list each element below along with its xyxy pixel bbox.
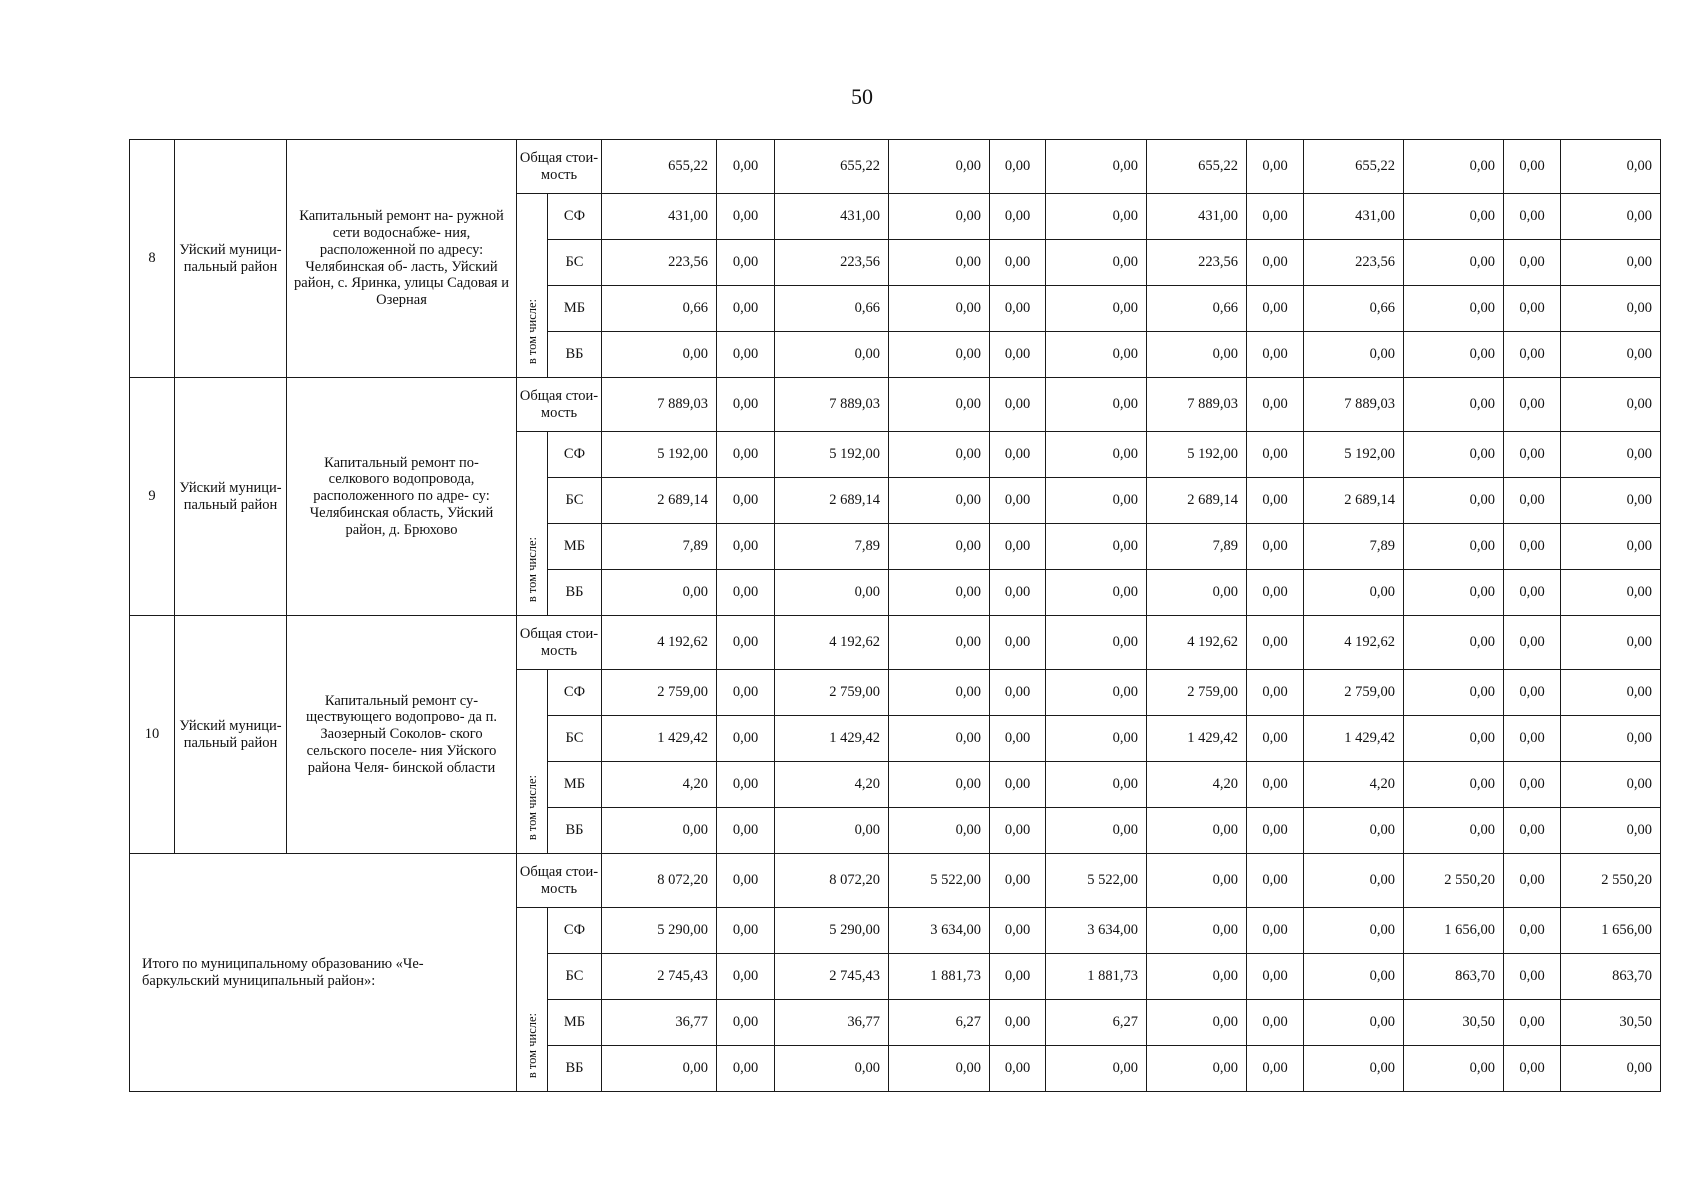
- entry-2-row-2-value-col-5: 0,00: [990, 432, 1046, 478]
- entry-3-row-5-value-col-7: 0,00: [1147, 808, 1247, 854]
- entry-1-row-4-value-col-3: 0,66: [775, 286, 889, 332]
- entry-3-row-2-value-col-1: 2 759,00: [602, 670, 717, 716]
- entry-3-row-2-value-col-7: 2 759,00: [1147, 670, 1247, 716]
- entry-3-row-1-value-col-12: 0,00: [1561, 616, 1661, 670]
- entry-2-row-4-value-col-10: 0,00: [1404, 524, 1504, 570]
- entry-3-row-4-value-col-8: 0,00: [1247, 762, 1304, 808]
- total-row-2-value-col-12: 1 656,00: [1561, 908, 1661, 954]
- funding-source-label: ВБ: [548, 570, 602, 616]
- entry-2-row-4-value-col-3: 7,89: [775, 524, 889, 570]
- total-row-3-value-col-12: 863,70: [1561, 954, 1661, 1000]
- entry-1-row-5-value-col-9: 0,00: [1304, 332, 1404, 378]
- total-row-1-value-col-7: 0,00: [1147, 854, 1247, 908]
- total-cost-label: Общая стои- мость: [517, 378, 602, 432]
- entry-1-row-1-value-col-4: 0,00: [889, 140, 990, 194]
- entry-2-row-4-value-col-6: 0,00: [1046, 524, 1147, 570]
- table-row: [130, 616, 1661, 670]
- total-row-3-value-col-1: 2 745,43: [602, 954, 717, 1000]
- funding-source-label: ВБ: [548, 332, 602, 378]
- total-row-3-value-col-11: 0,00: [1504, 954, 1561, 1000]
- entry-3-row-4-value-col-10: 0,00: [1404, 762, 1504, 808]
- funding-source-label: МБ: [548, 524, 602, 570]
- total-row-5-value-col-8: 0,00: [1247, 1046, 1304, 1092]
- total-row-4-value-col-9: 0,00: [1304, 1000, 1404, 1046]
- funding-source-label: СФ: [548, 432, 602, 478]
- total-cost-label: Общая стои- мость: [517, 616, 602, 670]
- entry-2-row-4-value-col-9: 7,89: [1304, 524, 1404, 570]
- entry-3-row-3-value-col-5: 0,00: [990, 716, 1046, 762]
- total-cost-label: Общая стои- мость: [517, 140, 602, 194]
- total-row-5-value-col-12: 0,00: [1561, 1046, 1661, 1092]
- entry-1-row-5-value-col-3: 0,00: [775, 332, 889, 378]
- entry-1-row-3-value-col-7: 223,56: [1147, 240, 1247, 286]
- entry-3-row-3-value-col-11: 0,00: [1504, 716, 1561, 762]
- funding-source-label: БС: [548, 478, 602, 524]
- entry-district: Уйский муници- пальный район: [175, 378, 287, 616]
- entry-2-row-3-value-col-12: 0,00: [1561, 478, 1661, 524]
- entry-1-row-2-value-col-11: 0,00: [1504, 194, 1561, 240]
- page-number: 50: [851, 84, 873, 109]
- total-row-2-value-col-1: 5 290,00: [602, 908, 717, 954]
- entry-2-row-2-value-col-10: 0,00: [1404, 432, 1504, 478]
- entry-1-row-4-value-col-7: 0,66: [1147, 286, 1247, 332]
- entry-2-row-1-value-col-2: 0,00: [717, 378, 775, 432]
- entry-3-row-2-value-col-2: 0,00: [717, 670, 775, 716]
- entry-2-row-3-value-col-5: 0,00: [990, 478, 1046, 524]
- entry-1-row-2-value-col-4: 0,00: [889, 194, 990, 240]
- budget-table: [129, 139, 1661, 1092]
- entry-3-row-2-value-col-12: 0,00: [1561, 670, 1661, 716]
- entry-1-row-5-value-col-4: 0,00: [889, 332, 990, 378]
- entry-2-row-5-value-col-2: 0,00: [717, 570, 775, 616]
- including-label: в том числе:: [524, 299, 539, 365]
- total-row-5-value-col-7: 0,00: [1147, 1046, 1247, 1092]
- entry-2-row-1-value-col-3: 7 889,03: [775, 378, 889, 432]
- entry-3-row-2-value-col-6: 0,00: [1046, 670, 1147, 716]
- total-row-2-value-col-5: 0,00: [990, 908, 1046, 954]
- funding-source-label: БС: [548, 954, 602, 1000]
- total-row-2-value-col-9: 0,00: [1304, 908, 1404, 954]
- entry-1-row-5-value-col-5: 0,00: [990, 332, 1046, 378]
- entry-3-row-4-value-col-2: 0,00: [717, 762, 775, 808]
- entry-2-row-2-value-col-9: 5 192,00: [1304, 432, 1404, 478]
- entry-2-row-4-value-col-8: 0,00: [1247, 524, 1304, 570]
- entry-2-row-2-value-col-7: 5 192,00: [1147, 432, 1247, 478]
- entry-2-row-4-value-col-5: 0,00: [990, 524, 1046, 570]
- entry-2-row-1-value-col-10: 0,00: [1404, 378, 1504, 432]
- entry-2-row-3-value-col-11: 0,00: [1504, 478, 1561, 524]
- entry-1-row-1-value-col-2: 0,00: [717, 140, 775, 194]
- entry-3-row-4-value-col-5: 0,00: [990, 762, 1046, 808]
- entry-1-row-2-value-col-7: 431,00: [1147, 194, 1247, 240]
- entry-2-row-4-value-col-4: 0,00: [889, 524, 990, 570]
- entry-3-row-1-value-col-8: 0,00: [1247, 616, 1304, 670]
- entry-2-row-4-value-col-7: 7,89: [1147, 524, 1247, 570]
- funding-source-label: СФ: [548, 194, 602, 240]
- entry-2-row-3-value-col-1: 2 689,14: [602, 478, 717, 524]
- entry-3-row-5-value-col-2: 0,00: [717, 808, 775, 854]
- entry-3-row-3-value-col-2: 0,00: [717, 716, 775, 762]
- entry-2-row-1-value-col-7: 7 889,03: [1147, 378, 1247, 432]
- entry-3-row-2-value-col-3: 2 759,00: [775, 670, 889, 716]
- total-row-4-value-col-5: 0,00: [990, 1000, 1046, 1046]
- funding-source-label: МБ: [548, 286, 602, 332]
- entry-3-row-1-value-col-6: 0,00: [1046, 616, 1147, 670]
- total-row-3-value-col-10: 863,70: [1404, 954, 1504, 1000]
- entry-3-row-5-value-col-8: 0,00: [1247, 808, 1304, 854]
- including-label-cell: [517, 908, 548, 1092]
- entry-2-row-3-value-col-8: 0,00: [1247, 478, 1304, 524]
- entry-3-row-2-value-col-9: 2 759,00: [1304, 670, 1404, 716]
- total-row-3-value-col-5: 0,00: [990, 954, 1046, 1000]
- entry-3-row-4-value-col-12: 0,00: [1561, 762, 1661, 808]
- total-row-4-value-col-3: 36,77: [775, 1000, 889, 1046]
- entry-2-row-1-value-col-5: 0,00: [990, 378, 1046, 432]
- entry-3-row-3-value-col-7: 1 429,42: [1147, 716, 1247, 762]
- entry-2-row-3-value-col-4: 0,00: [889, 478, 990, 524]
- total-row-3-value-col-2: 0,00: [717, 954, 775, 1000]
- total-row-4-value-col-7: 0,00: [1147, 1000, 1247, 1046]
- entry-2-row-5-value-col-7: 0,00: [1147, 570, 1247, 616]
- entry-3-row-5-value-col-5: 0,00: [990, 808, 1046, 854]
- entry-2-row-3-value-col-10: 0,00: [1404, 478, 1504, 524]
- entry-3-row-2-value-col-8: 0,00: [1247, 670, 1304, 716]
- entry-1-row-2-value-col-3: 431,00: [775, 194, 889, 240]
- entry-1-row-3-value-col-9: 223,56: [1304, 240, 1404, 286]
- total-row-3-value-col-8: 0,00: [1247, 954, 1304, 1000]
- entry-3-row-3-value-col-9: 1 429,42: [1304, 716, 1404, 762]
- entry-description: Капитальный ремонт на- ружной сети водоснабже- ния, расположенной по адресу: Челябинская об- ласть, Уйский район, с. Яринка, улицы Садовая и Озерная: [287, 140, 517, 378]
- entry-3-row-4-value-col-4: 0,00: [889, 762, 990, 808]
- entry-3-row-3-value-col-12: 0,00: [1561, 716, 1661, 762]
- entry-2-row-5-value-col-5: 0,00: [990, 570, 1046, 616]
- entry-1-row-1-value-col-8: 0,00: [1247, 140, 1304, 194]
- entry-2-row-5-value-col-6: 0,00: [1046, 570, 1147, 616]
- entry-1-row-1-value-col-1: 655,22: [602, 140, 717, 194]
- total-row-4-value-col-8: 0,00: [1247, 1000, 1304, 1046]
- funding-source-label: СФ: [548, 908, 602, 954]
- entry-3-row-3-value-col-4: 0,00: [889, 716, 990, 762]
- entry-index: 9: [130, 378, 175, 616]
- entry-2-row-2-value-col-12: 0,00: [1561, 432, 1661, 478]
- total-row-5-value-col-6: 0,00: [1046, 1046, 1147, 1092]
- entry-1-row-1-value-col-5: 0,00: [990, 140, 1046, 194]
- total-row-1-value-col-9: 0,00: [1304, 854, 1404, 908]
- entry-1-row-2-value-col-2: 0,00: [717, 194, 775, 240]
- total-row-1-value-col-10: 2 550,20: [1404, 854, 1504, 908]
- total-row-1-value-col-5: 0,00: [990, 854, 1046, 908]
- entry-1-row-5-value-col-8: 0,00: [1247, 332, 1304, 378]
- entry-3-row-3-value-col-1: 1 429,42: [602, 716, 717, 762]
- entry-2-row-5-value-col-4: 0,00: [889, 570, 990, 616]
- entry-2-row-5-value-col-12: 0,00: [1561, 570, 1661, 616]
- total-label: Итого по муниципальному образованию «Че- баркульский муниципальный район»:: [130, 854, 517, 1092]
- entry-1-row-1-value-col-11: 0,00: [1504, 140, 1561, 194]
- funding-source-label: МБ: [548, 1000, 602, 1046]
- entry-3-row-5-value-col-9: 0,00: [1304, 808, 1404, 854]
- entry-3-row-1-value-col-3: 4 192,62: [775, 616, 889, 670]
- total-row-1-value-col-6: 5 522,00: [1046, 854, 1147, 908]
- entry-index: 8: [130, 140, 175, 378]
- entry-2-row-5-value-col-9: 0,00: [1304, 570, 1404, 616]
- entry-2-row-1-value-col-4: 0,00: [889, 378, 990, 432]
- entry-3-row-1-value-col-7: 4 192,62: [1147, 616, 1247, 670]
- table-row: [130, 854, 1661, 908]
- entry-3-row-5-value-col-10: 0,00: [1404, 808, 1504, 854]
- entry-2-row-2-value-col-8: 0,00: [1247, 432, 1304, 478]
- entry-1-row-3-value-col-6: 0,00: [1046, 240, 1147, 286]
- including-label-cell: [517, 670, 548, 854]
- including-label-cell: [517, 432, 548, 616]
- total-row-4-value-col-6: 6,27: [1046, 1000, 1147, 1046]
- total-row-5-value-col-4: 0,00: [889, 1046, 990, 1092]
- total-row-4-value-col-2: 0,00: [717, 1000, 775, 1046]
- entry-2-row-5-value-col-1: 0,00: [602, 570, 717, 616]
- entry-3-row-4-value-col-1: 4,20: [602, 762, 717, 808]
- total-row-5-value-col-10: 0,00: [1404, 1046, 1504, 1092]
- entry-2-row-3-value-col-6: 0,00: [1046, 478, 1147, 524]
- entry-3-row-4-value-col-9: 4,20: [1304, 762, 1404, 808]
- entry-1-row-3-value-col-2: 0,00: [717, 240, 775, 286]
- total-row-3-value-col-4: 1 881,73: [889, 954, 990, 1000]
- entry-2-row-1-value-col-1: 7 889,03: [602, 378, 717, 432]
- total-row-2-value-col-4: 3 634,00: [889, 908, 990, 954]
- total-row-1-value-col-2: 0,00: [717, 854, 775, 908]
- table-row: [130, 140, 1661, 194]
- entry-3-row-4-value-col-11: 0,00: [1504, 762, 1561, 808]
- including-label: в том числе:: [524, 775, 539, 841]
- total-row-3-value-col-3: 2 745,43: [775, 954, 889, 1000]
- entry-1-row-1-value-col-9: 655,22: [1304, 140, 1404, 194]
- entry-district: Уйский муници- пальный район: [175, 616, 287, 854]
- entry-2-row-4-value-col-1: 7,89: [602, 524, 717, 570]
- entry-2-row-4-value-col-11: 0,00: [1504, 524, 1561, 570]
- entry-1-row-3-value-col-11: 0,00: [1504, 240, 1561, 286]
- entry-1-row-3-value-col-12: 0,00: [1561, 240, 1661, 286]
- entry-3-row-2-value-col-10: 0,00: [1404, 670, 1504, 716]
- entry-index: 10: [130, 616, 175, 854]
- entry-3-row-5-value-col-6: 0,00: [1046, 808, 1147, 854]
- total-row-2-value-col-7: 0,00: [1147, 908, 1247, 954]
- entry-1-row-3-value-col-3: 223,56: [775, 240, 889, 286]
- entry-district: Уйский муници- пальный район: [175, 140, 287, 378]
- entry-2-row-4-value-col-2: 0,00: [717, 524, 775, 570]
- entry-2-row-3-value-col-9: 2 689,14: [1304, 478, 1404, 524]
- total-row-2-value-col-2: 0,00: [717, 908, 775, 954]
- entry-2-row-1-value-col-11: 0,00: [1504, 378, 1561, 432]
- entry-2-row-3-value-col-3: 2 689,14: [775, 478, 889, 524]
- entry-1-row-5-value-col-10: 0,00: [1404, 332, 1504, 378]
- total-row-2-value-col-3: 5 290,00: [775, 908, 889, 954]
- total-row-2-value-col-8: 0,00: [1247, 908, 1304, 954]
- entry-2-row-5-value-col-8: 0,00: [1247, 570, 1304, 616]
- entry-1-row-4-value-col-9: 0,66: [1304, 286, 1404, 332]
- entry-2-row-3-value-col-7: 2 689,14: [1147, 478, 1247, 524]
- entry-description: Капитальный ремонт по- селкового водопровода, расположенного по адре- су: Челябинская область, Уйский район, д. Брюхово: [287, 378, 517, 616]
- total-row-5-value-col-1: 0,00: [602, 1046, 717, 1092]
- entry-1-row-5-value-col-1: 0,00: [602, 332, 717, 378]
- entry-3-row-1-value-col-11: 0,00: [1504, 616, 1561, 670]
- entry-1-row-3-value-col-8: 0,00: [1247, 240, 1304, 286]
- entry-2-row-2-value-col-2: 0,00: [717, 432, 775, 478]
- entry-3-row-1-value-col-2: 0,00: [717, 616, 775, 670]
- entry-1-row-2-value-col-8: 0,00: [1247, 194, 1304, 240]
- total-row-1-value-col-8: 0,00: [1247, 854, 1304, 908]
- entry-description: Капитальный ремонт су- ществующего водопрово- да п. Заозерный Соколов- ского сельского поселе- ния Уйского района Челя- бинской области: [287, 616, 517, 854]
- funding-source-label: ВБ: [548, 1046, 602, 1092]
- entry-1-row-1-value-col-10: 0,00: [1404, 140, 1504, 194]
- entry-3-row-5-value-col-4: 0,00: [889, 808, 990, 854]
- entry-3-row-1-value-col-1: 4 192,62: [602, 616, 717, 670]
- entry-2-row-5-value-col-10: 0,00: [1404, 570, 1504, 616]
- entry-3-row-5-value-col-1: 0,00: [602, 808, 717, 854]
- entry-2-row-5-value-col-11: 0,00: [1504, 570, 1561, 616]
- including-label: в том числе:: [524, 537, 539, 603]
- entry-1-row-4-value-col-4: 0,00: [889, 286, 990, 332]
- including-label-cell: [517, 194, 548, 378]
- total-row-1-value-col-4: 5 522,00: [889, 854, 990, 908]
- entry-1-row-1-value-col-7: 655,22: [1147, 140, 1247, 194]
- entry-3-row-1-value-col-9: 4 192,62: [1304, 616, 1404, 670]
- entry-2-row-4-value-col-12: 0,00: [1561, 524, 1661, 570]
- entry-2-row-2-value-col-4: 0,00: [889, 432, 990, 478]
- entry-1-row-1-value-col-6: 0,00: [1046, 140, 1147, 194]
- entry-1-row-5-value-col-11: 0,00: [1504, 332, 1561, 378]
- entry-3-row-4-value-col-6: 0,00: [1046, 762, 1147, 808]
- total-row-5-value-col-2: 0,00: [717, 1046, 775, 1092]
- entry-1-row-3-value-col-1: 223,56: [602, 240, 717, 286]
- entry-1-row-1-value-col-12: 0,00: [1561, 140, 1661, 194]
- entry-1-row-4-value-col-11: 0,00: [1504, 286, 1561, 332]
- entry-1-row-3-value-col-10: 0,00: [1404, 240, 1504, 286]
- total-row-3-value-col-7: 0,00: [1147, 954, 1247, 1000]
- funding-source-label: ВБ: [548, 808, 602, 854]
- entry-2-row-2-value-col-11: 0,00: [1504, 432, 1561, 478]
- funding-source-label: БС: [548, 240, 602, 286]
- entry-1-row-2-value-col-6: 0,00: [1046, 194, 1147, 240]
- entry-3-row-2-value-col-4: 0,00: [889, 670, 990, 716]
- entry-3-row-2-value-col-11: 0,00: [1504, 670, 1561, 716]
- funding-source-label: БС: [548, 716, 602, 762]
- total-row-2-value-col-11: 0,00: [1504, 908, 1561, 954]
- entry-3-row-1-value-col-10: 0,00: [1404, 616, 1504, 670]
- entry-2-row-1-value-col-12: 0,00: [1561, 378, 1661, 432]
- total-row-5-value-col-9: 0,00: [1304, 1046, 1404, 1092]
- entry-2-row-1-value-col-6: 0,00: [1046, 378, 1147, 432]
- total-row-5-value-col-3: 0,00: [775, 1046, 889, 1092]
- entry-3-row-3-value-col-10: 0,00: [1404, 716, 1504, 762]
- entry-1-row-1-value-col-3: 655,22: [775, 140, 889, 194]
- entry-3-row-3-value-col-3: 1 429,42: [775, 716, 889, 762]
- entry-1-row-2-value-col-9: 431,00: [1304, 194, 1404, 240]
- total-row-4-value-col-11: 0,00: [1504, 1000, 1561, 1046]
- entry-1-row-2-value-col-12: 0,00: [1561, 194, 1661, 240]
- total-row-1-value-col-3: 8 072,20: [775, 854, 889, 908]
- table-body: [130, 140, 1661, 1092]
- funding-source-label: СФ: [548, 670, 602, 716]
- entry-1-row-5-value-col-7: 0,00: [1147, 332, 1247, 378]
- entry-3-row-1-value-col-4: 0,00: [889, 616, 990, 670]
- entry-3-row-5-value-col-12: 0,00: [1561, 808, 1661, 854]
- total-row-1-value-col-11: 0,00: [1504, 854, 1561, 908]
- entry-3-row-1-value-col-5: 0,00: [990, 616, 1046, 670]
- entry-1-row-4-value-col-12: 0,00: [1561, 286, 1661, 332]
- entry-3-row-3-value-col-6: 0,00: [1046, 716, 1147, 762]
- entry-2-row-5-value-col-3: 0,00: [775, 570, 889, 616]
- total-row-4-value-col-12: 30,50: [1561, 1000, 1661, 1046]
- total-row-2-value-col-10: 1 656,00: [1404, 908, 1504, 954]
- entry-1-row-3-value-col-5: 0,00: [990, 240, 1046, 286]
- entry-3-row-4-value-col-3: 4,20: [775, 762, 889, 808]
- entry-3-row-2-value-col-5: 0,00: [990, 670, 1046, 716]
- total-row-4-value-col-4: 6,27: [889, 1000, 990, 1046]
- entry-1-row-5-value-col-2: 0,00: [717, 332, 775, 378]
- total-row-3-value-col-9: 0,00: [1304, 954, 1404, 1000]
- entry-3-row-4-value-col-7: 4,20: [1147, 762, 1247, 808]
- total-row-4-value-col-10: 30,50: [1404, 1000, 1504, 1046]
- including-label: в том числе:: [524, 1013, 539, 1079]
- entry-2-row-2-value-col-1: 5 192,00: [602, 432, 717, 478]
- total-row-1-value-col-12: 2 550,20: [1561, 854, 1661, 908]
- total-cost-label: Общая стои- мость: [517, 854, 602, 908]
- entry-1-row-4-value-col-6: 0,00: [1046, 286, 1147, 332]
- entry-2-row-2-value-col-3: 5 192,00: [775, 432, 889, 478]
- entry-2-row-2-value-col-6: 0,00: [1046, 432, 1147, 478]
- entry-1-row-4-value-col-8: 0,00: [1247, 286, 1304, 332]
- total-row-2-value-col-6: 3 634,00: [1046, 908, 1147, 954]
- entry-1-row-5-value-col-12: 0,00: [1561, 332, 1661, 378]
- entry-1-row-2-value-col-1: 431,00: [602, 194, 717, 240]
- total-row-3-value-col-6: 1 881,73: [1046, 954, 1147, 1000]
- entry-1-row-3-value-col-4: 0,00: [889, 240, 990, 286]
- entry-2-row-1-value-col-8: 0,00: [1247, 378, 1304, 432]
- total-row-1-value-col-1: 8 072,20: [602, 854, 717, 908]
- entry-2-row-1-value-col-9: 7 889,03: [1304, 378, 1404, 432]
- entry-1-row-4-value-col-5: 0,00: [990, 286, 1046, 332]
- entry-3-row-3-value-col-8: 0,00: [1247, 716, 1304, 762]
- total-row-4-value-col-1: 36,77: [602, 1000, 717, 1046]
- entry-1-row-4-value-col-2: 0,00: [717, 286, 775, 332]
- total-row-5-value-col-5: 0,00: [990, 1046, 1046, 1092]
- entry-2-row-3-value-col-2: 0,00: [717, 478, 775, 524]
- entry-3-row-5-value-col-3: 0,00: [775, 808, 889, 854]
- table-row: [130, 378, 1661, 432]
- entry-1-row-4-value-col-10: 0,00: [1404, 286, 1504, 332]
- entry-1-row-2-value-col-10: 0,00: [1404, 194, 1504, 240]
- entry-1-row-4-value-col-1: 0,66: [602, 286, 717, 332]
- entry-1-row-2-value-col-5: 0,00: [990, 194, 1046, 240]
- entry-3-row-5-value-col-11: 0,00: [1504, 808, 1561, 854]
- total-row-5-value-col-11: 0,00: [1504, 1046, 1561, 1092]
- entry-1-row-5-value-col-6: 0,00: [1046, 332, 1147, 378]
- funding-source-label: МБ: [548, 762, 602, 808]
